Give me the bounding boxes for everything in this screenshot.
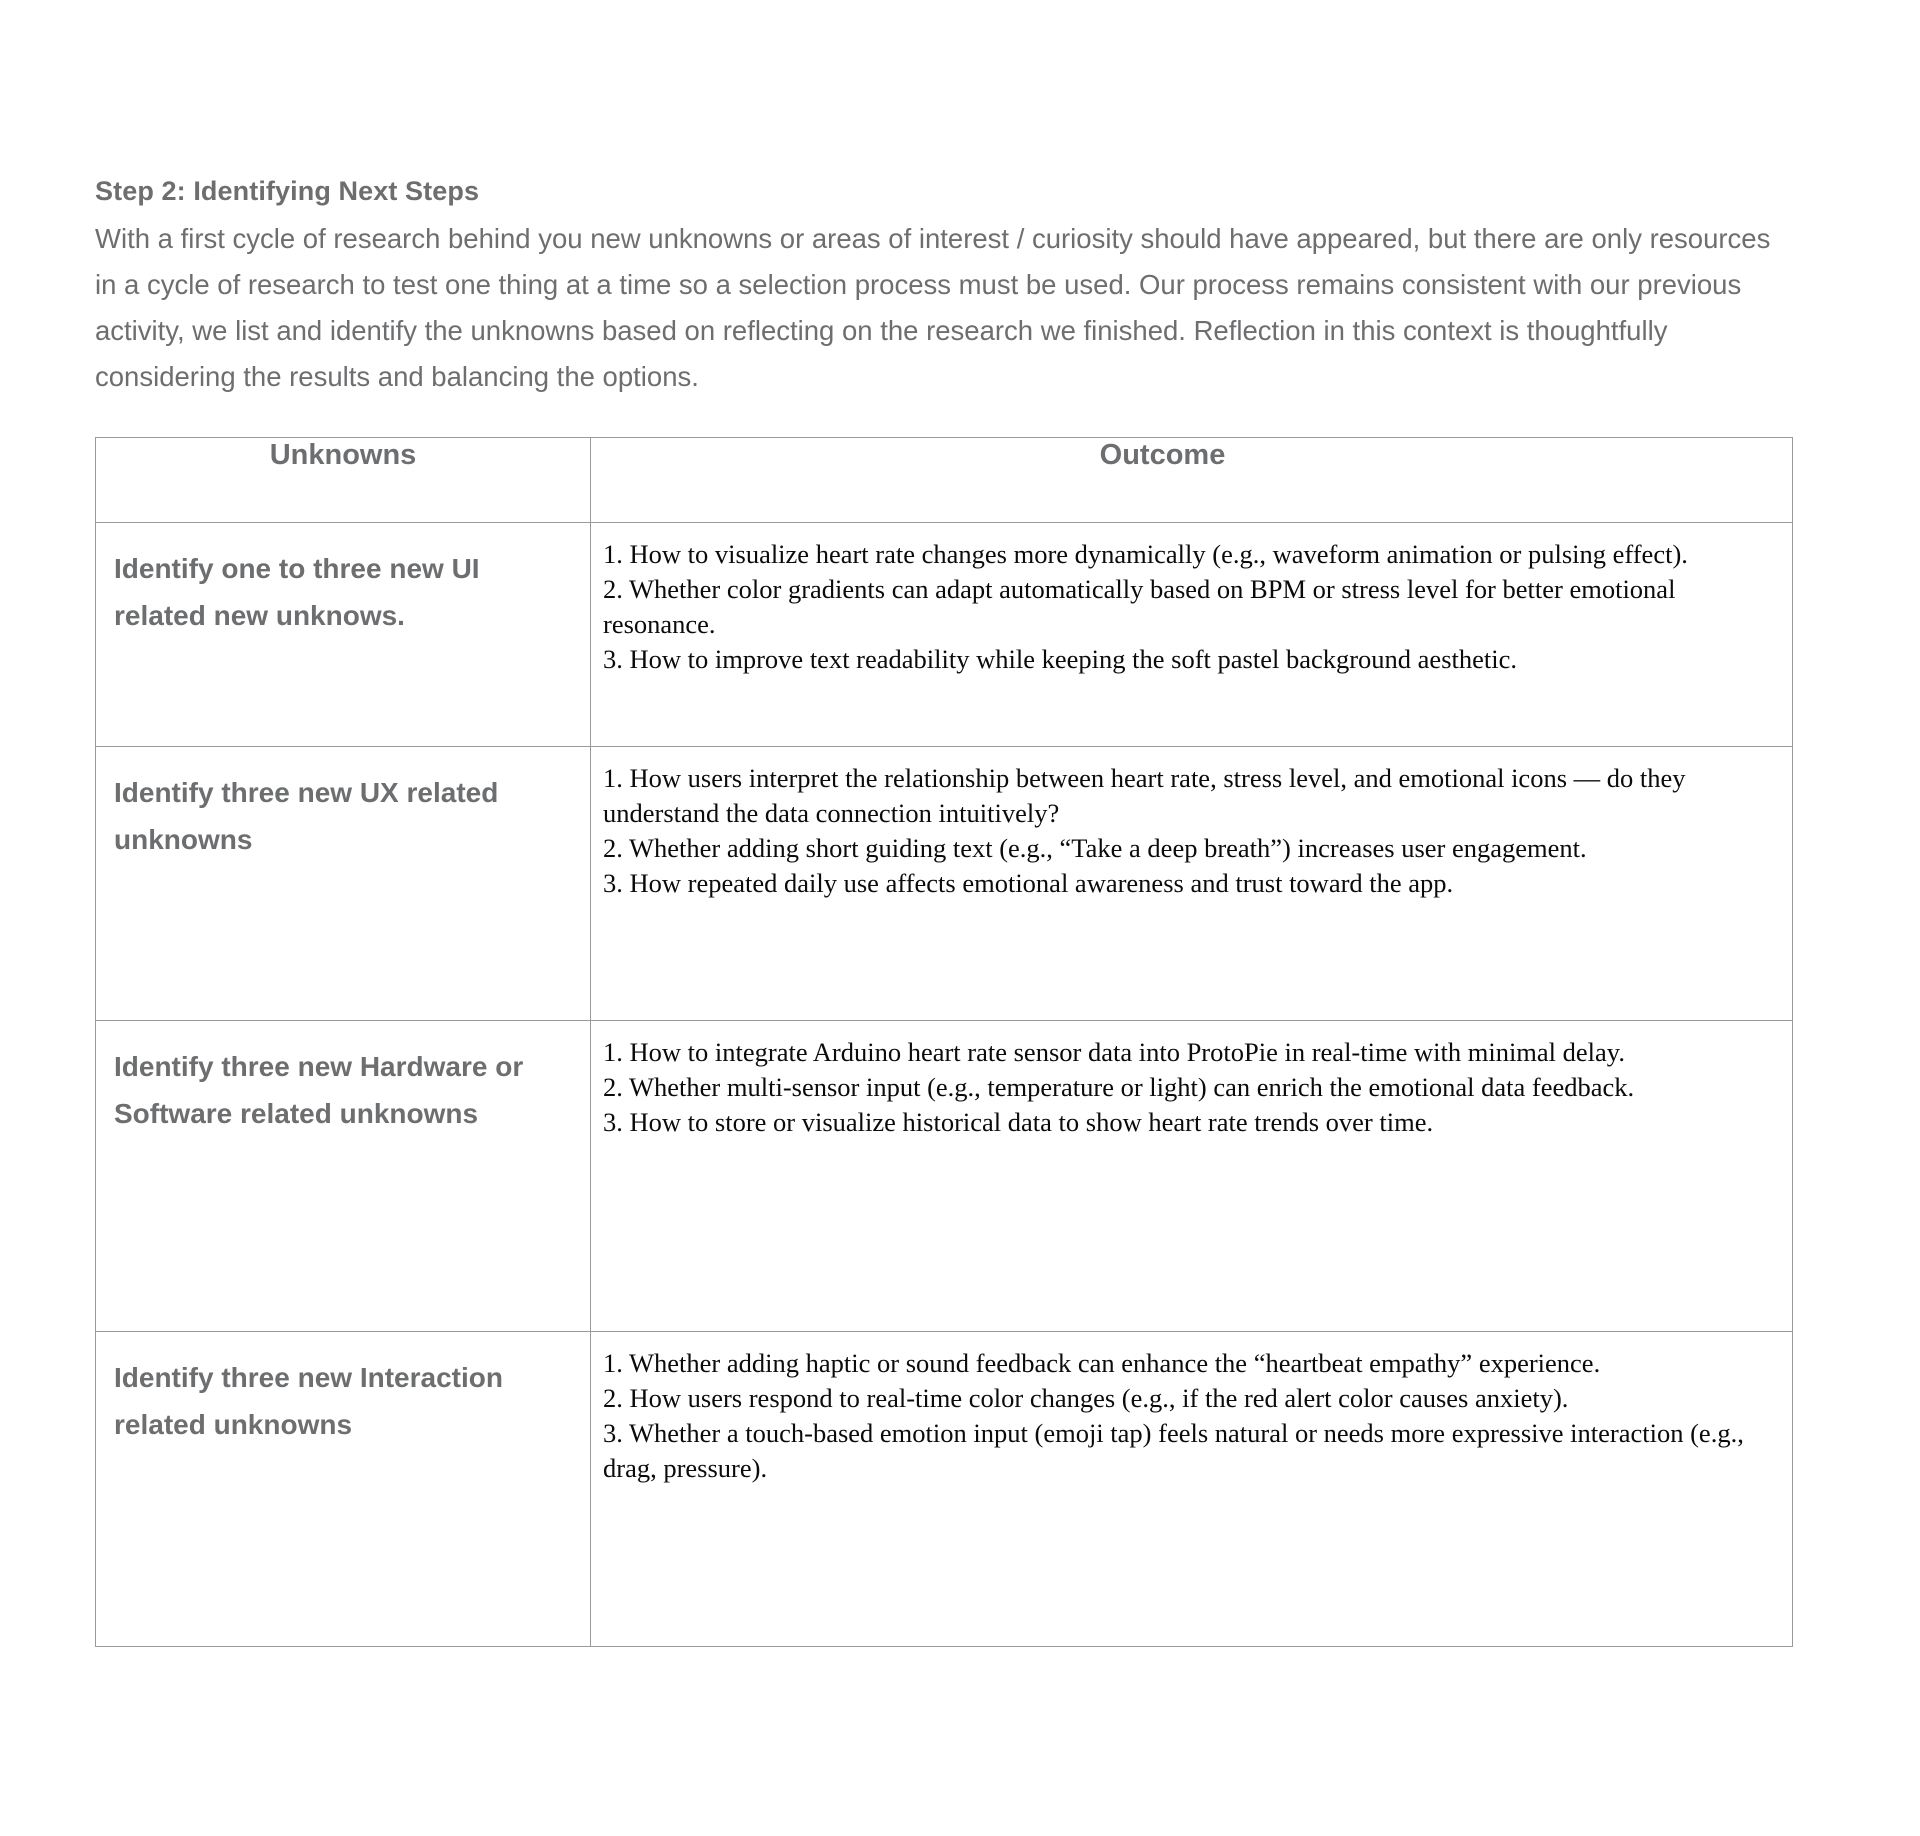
unknown-label: Identify three new Interaction related unknowns xyxy=(114,1362,503,1440)
column-header-unknowns-label: Unknowns xyxy=(269,439,417,471)
column-header-outcome xyxy=(591,438,1793,523)
table-row xyxy=(96,1332,1793,1647)
outcome-list xyxy=(603,1035,1778,1140)
unknown-cell xyxy=(96,1332,591,1647)
unknown-label: Identify three new Hardware or Software related unknowns xyxy=(114,1051,524,1129)
unknown-label: Identify three new UX related unknowns xyxy=(114,777,499,855)
table-header-row xyxy=(96,438,1793,523)
outcome-cell xyxy=(591,1021,1793,1332)
table-row xyxy=(96,1021,1793,1332)
document-content xyxy=(95,168,1795,1647)
outcome-item: 3. How to improve text readability while keeping the soft pastel background aesthetic. xyxy=(603,644,1517,674)
outcome-list xyxy=(603,761,1778,901)
outcome-item: 2. Whether color gradients can adapt automatically based on BPM or stress level for better emotional resonance. xyxy=(603,574,1676,639)
outcome-cell xyxy=(591,1332,1793,1647)
unknown-cell xyxy=(96,523,591,747)
table-header xyxy=(96,438,1793,523)
outcome-item: 3. Whether a touch-based emotion input (emoji tap) feels natural or needs more expressive interaction (e.g., drag, pressure). xyxy=(603,1418,1744,1483)
outcome-list xyxy=(603,1346,1778,1486)
unknown-label: Identify one to three new UI related new unknows. xyxy=(114,553,480,631)
outcome-item: 1. How users interpret the relationship between heart rate, stress level, and emotional icons — do they understand the data connection intuitively? xyxy=(603,763,1686,828)
outcome-item: 2. Whether adding short guiding text (e.g., “Take a deep breath”) increases user engagement. xyxy=(603,833,1587,863)
column-header-outcome-label: Outcome xyxy=(1099,439,1226,471)
outcome-list xyxy=(603,537,1778,677)
page-title: Step 2: Identifying Next Steps xyxy=(95,176,480,206)
table-row xyxy=(96,747,1793,1021)
table-row xyxy=(96,523,1793,747)
outcome-item: 1. How to integrate Arduino heart rate sensor data into ProtoPie in real-time with minimal delay. xyxy=(603,1037,1625,1067)
unknown-cell xyxy=(96,747,591,1021)
column-header-unknowns xyxy=(96,438,591,523)
unknown-cell xyxy=(96,1021,591,1332)
outcome-cell xyxy=(591,747,1793,1021)
outcome-cell xyxy=(591,523,1793,747)
outcome-item: 2. Whether multi-sensor input (e.g., temperature or light) can enrich the emotional data feedback. xyxy=(603,1072,1635,1102)
outcome-item: 1. Whether adding haptic or sound feedback can enhance the “heartbeat empathy” experience. xyxy=(603,1348,1601,1378)
table-body xyxy=(96,523,1793,1647)
unknowns-outcome-table xyxy=(95,437,1793,1647)
outcome-item: 3. How to store or visualize historical data to show heart rate trends over time. xyxy=(603,1107,1434,1137)
outcome-item: 2. How users respond to real-time color changes (e.g., if the red alert color causes anxiety). xyxy=(603,1383,1569,1413)
intro-paragraph: With a first cycle of research behind you new unknowns or areas of interest / curiosity should have appeared, but there are only resources in a cycle of research to test one thing at a time so a selection process must be used. Our process remains consistent with our previous activity, we list and identify the unknowns based on reflecting on the research we finished. Reflection in this context is thoughtfully considering the results and balancing the options. xyxy=(95,223,1771,392)
outcome-item: 3. How repeated daily use affects emotional awareness and trust toward the app. xyxy=(603,868,1454,898)
outcome-item: 1. How to visualize heart rate changes more dynamically (e.g., waveform animation or pulsing effect). xyxy=(603,539,1688,569)
